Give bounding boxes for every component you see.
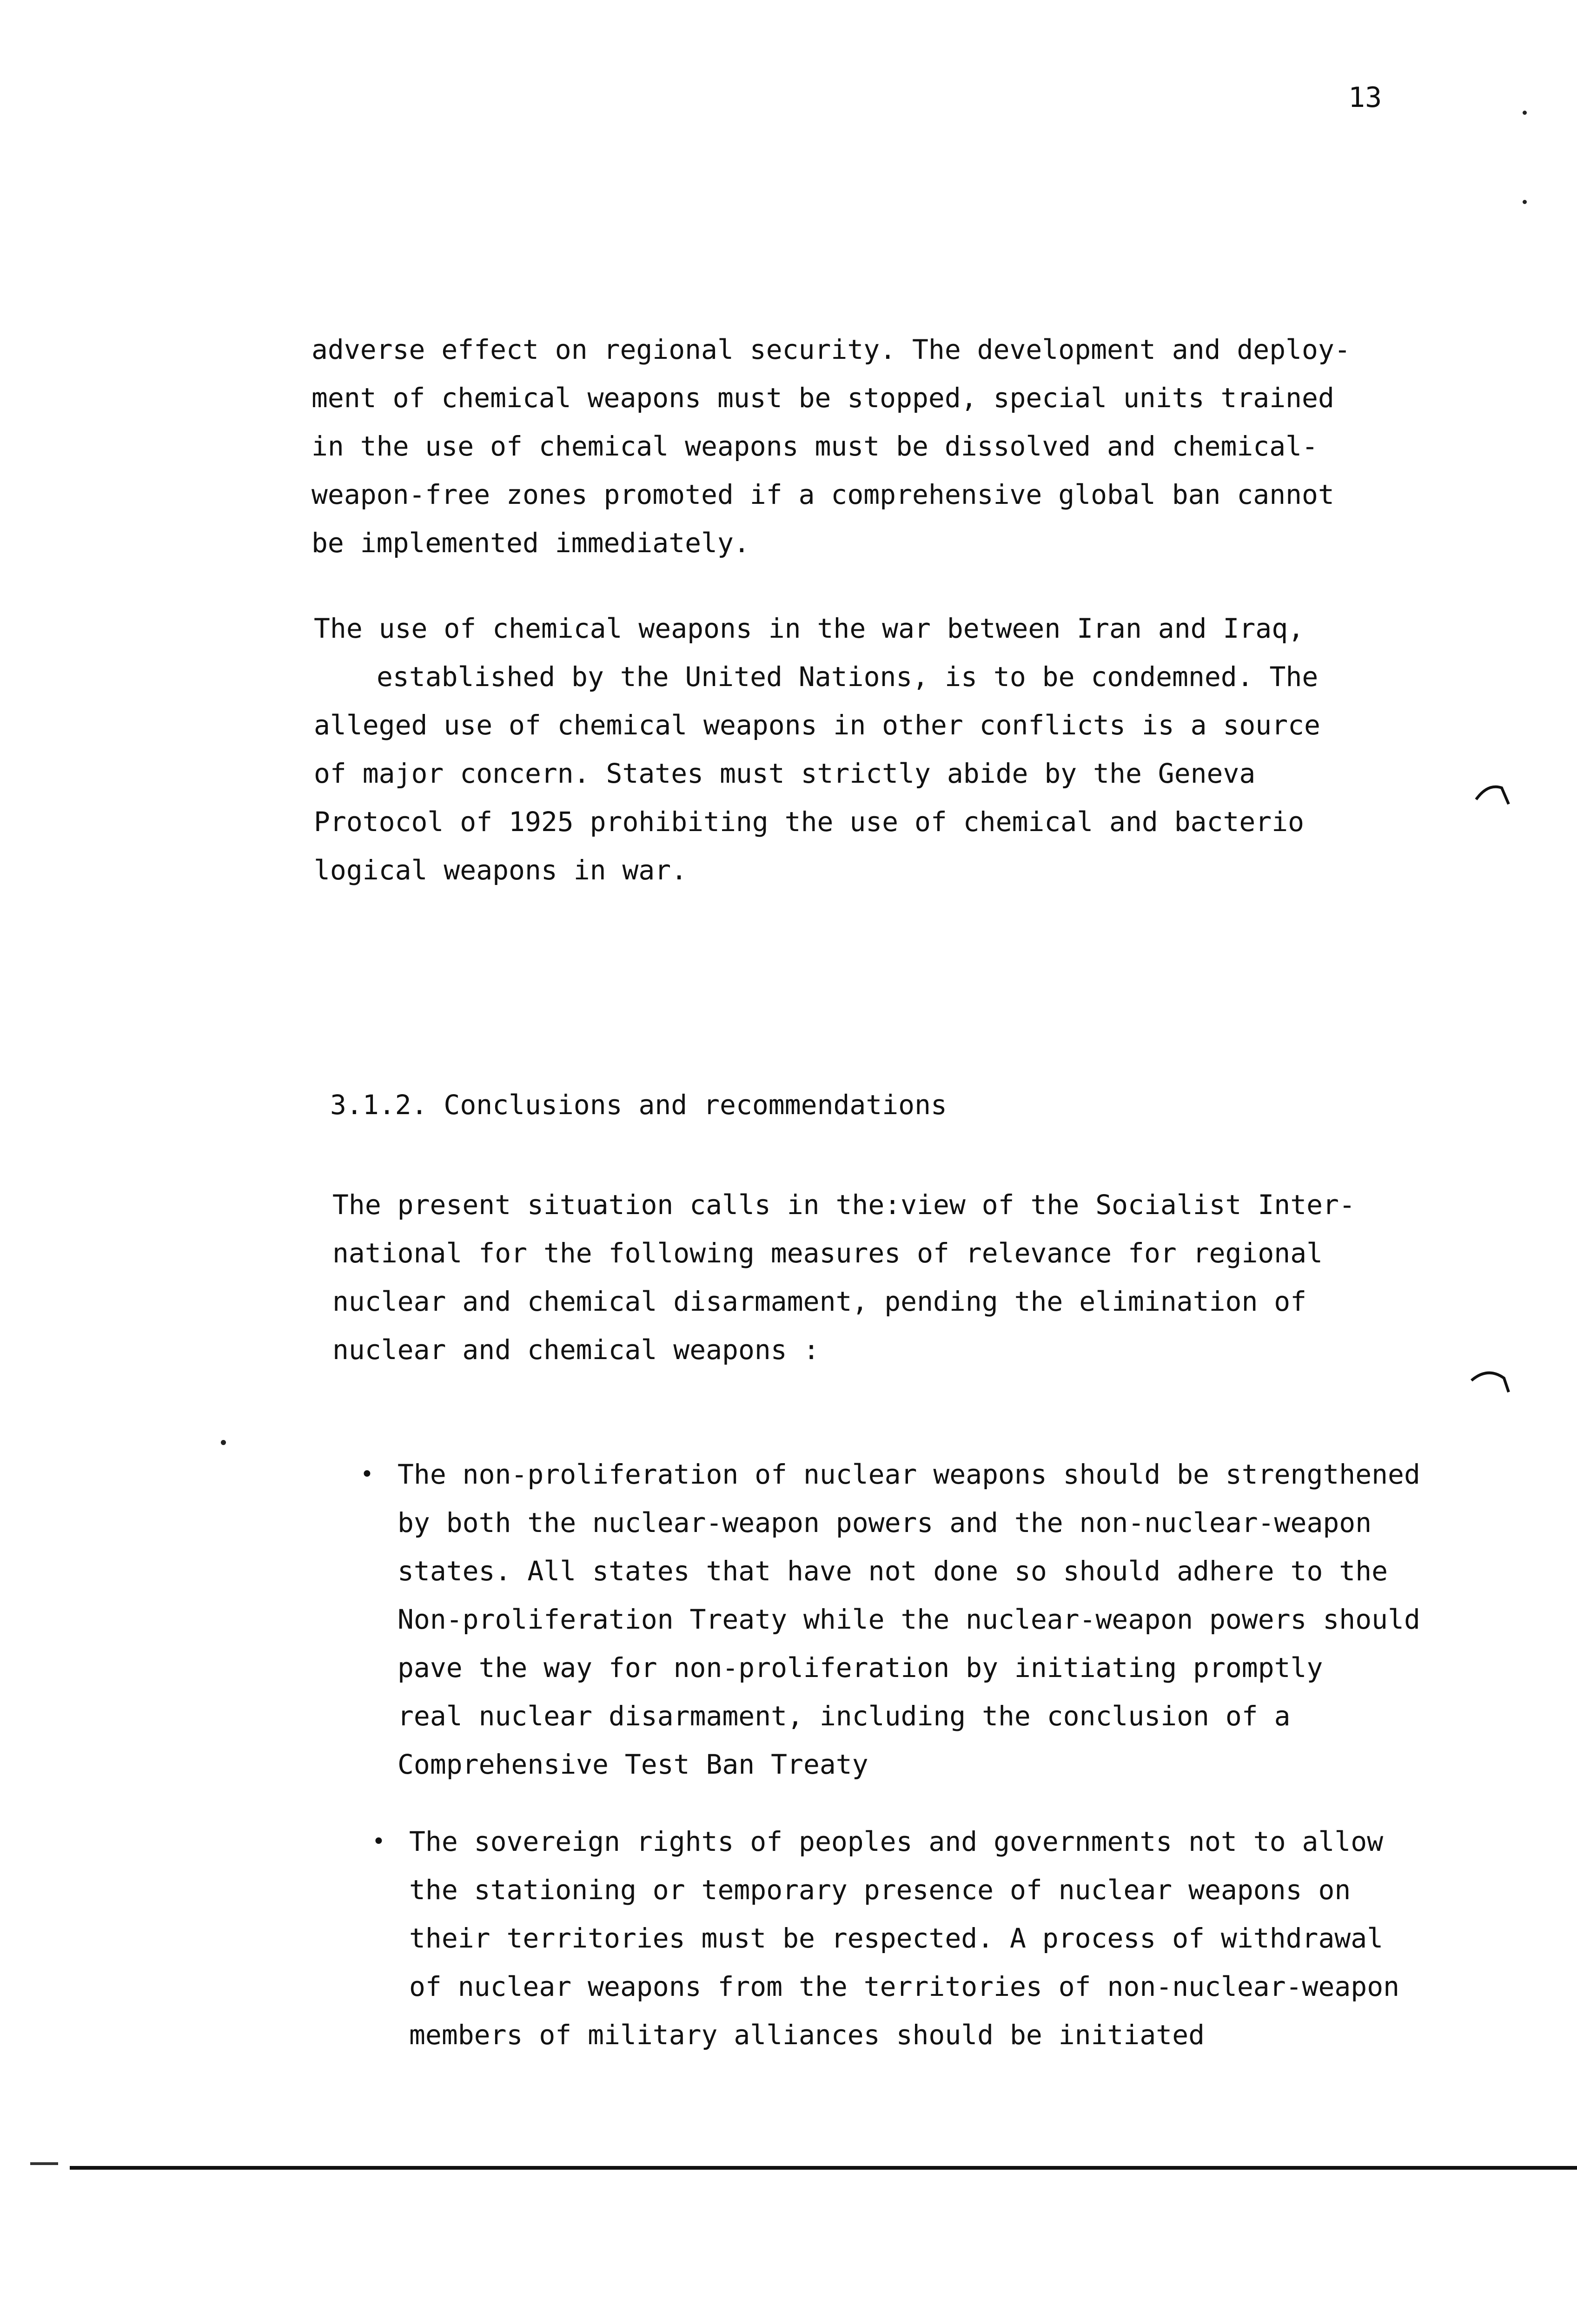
scan-speck bbox=[221, 1440, 226, 1445]
text-line: nuclear and chemical disarmament, pending the elimination of bbox=[332, 1286, 1307, 1317]
footer-rule bbox=[70, 2166, 1577, 2170]
paragraph-regional-security bbox=[311, 325, 1351, 567]
text-line: by both the nuclear-weapon powers and the non-nuclear-weapon bbox=[398, 1507, 1372, 1538]
page-number: 13 bbox=[1348, 81, 1382, 114]
text-line: Non-proliferation Treaty while the nuclear-weapon powers should bbox=[398, 1604, 1420, 1635]
scan-speck bbox=[1523, 111, 1527, 115]
text-line: be implemented immediately. bbox=[311, 527, 750, 559]
text-line: nuclear and chemical weapons : bbox=[332, 1334, 820, 1366]
paragraph-iran-iraq bbox=[314, 604, 1320, 894]
text-line: their territories must be respected. A process of withdrawal bbox=[409, 1922, 1384, 1954]
scan-edge-mark bbox=[30, 2162, 58, 2165]
text-line: of major concern. States must strictly abide by the Geneva bbox=[314, 758, 1256, 789]
section-heading: 3.1.2. Conclusions and recommendations bbox=[330, 1089, 947, 1121]
text-line: states. All states that have not done so should adhere to the bbox=[398, 1555, 1388, 1587]
text-line: Protocol of 1925 prohibiting the use of chemical and bacterio bbox=[314, 806, 1305, 838]
paragraph-recommendations-intro bbox=[332, 1181, 1355, 1374]
text-line: alleged use of chemical weapons in other conflicts is a source bbox=[314, 709, 1320, 741]
text-line: national for the following measures of relevance for regional bbox=[332, 1237, 1323, 1269]
text-line: Comprehensive Test Ban Treaty bbox=[398, 1749, 868, 1780]
text-line: members of military alliances should be initiated bbox=[409, 2019, 1205, 2051]
handwritten-arc-mark bbox=[1469, 1367, 1516, 1404]
text-line: The non-proliferation of nuclear weapons should be strengthened bbox=[398, 1459, 1420, 1490]
scan-speck bbox=[1523, 200, 1527, 204]
text-line: The use of chemical weapons in the war between Iran and Iraq, bbox=[314, 613, 1305, 644]
text-line: pave the way for non-proliferation by initiating promptly bbox=[398, 1652, 1323, 1684]
text-line: The sovereign rights of peoples and governments not to allow bbox=[409, 1826, 1384, 1857]
text-line: established by the United Nations, is to be condemned. The bbox=[377, 661, 1319, 693]
text-line: logical weapons in war. bbox=[314, 854, 688, 886]
text-line: in the use of chemical weapons must be dissolved and chemical- bbox=[311, 430, 1318, 462]
bullet-marker: • bbox=[360, 1461, 374, 1487]
text-line: of nuclear weapons from the territories of non-nuclear-weapon bbox=[409, 1971, 1400, 2002]
bullet-marker: • bbox=[372, 1829, 385, 1855]
text-line: real nuclear disarmament, including the conclusion of a bbox=[398, 1700, 1291, 1732]
handwritten-arc-mark bbox=[1474, 781, 1516, 818]
bullet-item-sovereign-rights bbox=[372, 1817, 1400, 2059]
text-line: weapon-free zones promoted if a comprehensive global ban cannot bbox=[311, 479, 1334, 510]
text-line: the stationing or temporary presence of nuclear weapons on bbox=[409, 1874, 1351, 1906]
text-line: The present situation calls in the:view of the Socialist Inter- bbox=[332, 1189, 1355, 1221]
text-line: adverse effect on regional security. The development and deploy- bbox=[311, 334, 1351, 365]
text-line: ment of chemical weapons must be stopped, special units trained bbox=[311, 382, 1334, 414]
bullet-item-non-proliferation bbox=[360, 1450, 1420, 1789]
